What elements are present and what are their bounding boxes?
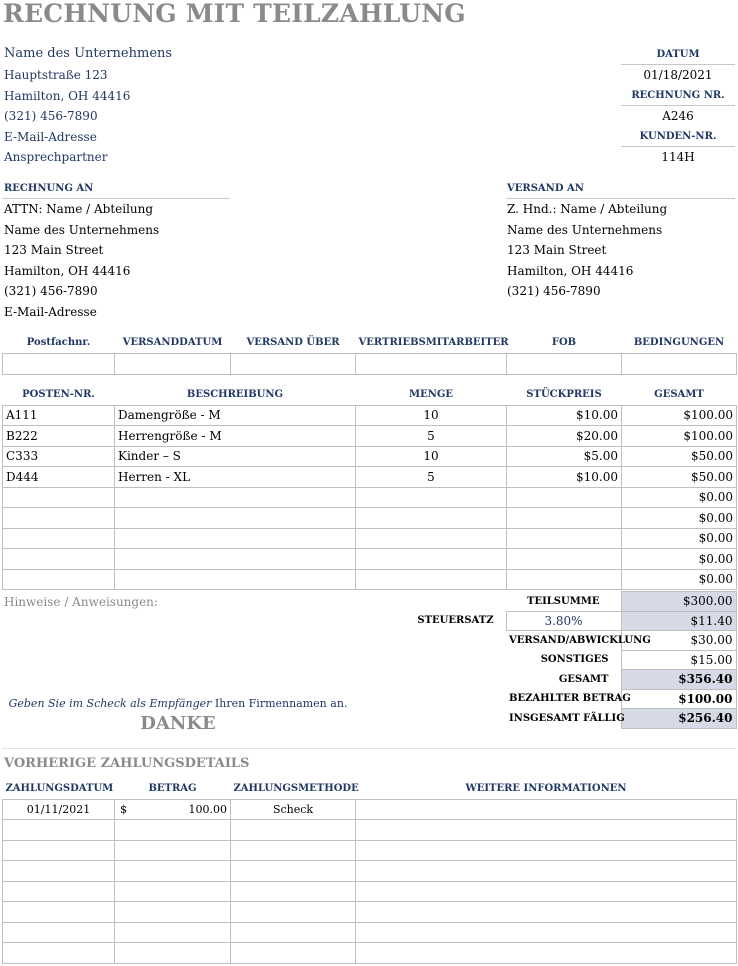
item-id-cell[interactable]: A111: [3, 405, 115, 426]
item-qty-cell[interactable]: [356, 569, 507, 590]
payment-amount-cell[interactable]: [115, 922, 231, 943]
item-desc-cell[interactable]: [115, 487, 356, 508]
table-row: [3, 943, 737, 964]
payment-amount-cell[interactable]: [115, 820, 231, 841]
payment-info-cell[interactable]: [356, 840, 737, 861]
ship-to-attn: Z. Hnd.: Name / Abteilung: [507, 202, 668, 216]
shipping-cell-via[interactable]: [231, 353, 356, 374]
bill-to-email: E-Mail-Adresse: [4, 305, 97, 319]
payment-date-cell[interactable]: [3, 881, 115, 902]
item-price-cell[interactable]: [507, 528, 622, 549]
payment-info-cell[interactable]: [356, 861, 737, 882]
shipping-header-terms: BEDINGUNGEN: [633, 337, 725, 349]
item-total-cell: $0.00: [622, 508, 737, 529]
payment-method-cell[interactable]: [231, 943, 356, 964]
payment-info-cell[interactable]: [356, 820, 737, 841]
total-label: GESAMT: [558, 673, 609, 685]
items-header-id: POSTEN-NR.: [22, 389, 95, 401]
payment-amount-cell[interactable]: [115, 799, 231, 820]
payment-method-cell[interactable]: [231, 922, 356, 943]
items-header-desc: BESCHREIBUNG: [186, 389, 284, 401]
item-qty-cell[interactable]: 10: [356, 446, 507, 467]
previous-payments-table: [2, 779, 737, 964]
payment-method-cell[interactable]: Scheck: [231, 799, 356, 820]
item-desc-cell[interactable]: [115, 549, 356, 570]
table-row: [3, 881, 737, 902]
shipping-value[interactable]: $30.00: [621, 631, 736, 651]
payment-date-cell[interactable]: 01/11/2021: [3, 799, 115, 820]
table-row: [3, 508, 737, 529]
shipping-cell-fob[interactable]: [507, 353, 622, 374]
paid-value[interactable]: $100.00: [621, 689, 736, 709]
table-row: [3, 840, 737, 861]
item-qty-cell[interactable]: [356, 528, 507, 549]
cheque-note-italic: Geben Sie im Scheck als Empfänger: [8, 697, 212, 710]
item-id-cell[interactable]: [3, 508, 115, 529]
table-row: [3, 467, 737, 488]
customer-number-label: KUNDEN-NR.: [639, 131, 717, 142]
item-qty-cell[interactable]: 5: [356, 426, 507, 447]
item-price-cell[interactable]: [507, 549, 622, 570]
payment-amount-cell[interactable]: [115, 861, 231, 882]
payment-method-cell[interactable]: [231, 902, 356, 923]
table-row: [3, 446, 737, 467]
invoice-number-label: RECHNUNG NR.: [631, 90, 725, 101]
invoice-number-value: A246: [662, 109, 694, 123]
shipping-cell-po[interactable]: [3, 353, 115, 374]
tax-rate-label: STEUERSATZ: [417, 615, 494, 627]
payment-info-cell[interactable]: [356, 799, 737, 820]
cheque-note-normal: Ihren Firmennamen an.: [211, 697, 348, 710]
total-value: $356.40: [621, 670, 736, 690]
other-value[interactable]: $15.00: [621, 650, 736, 670]
shipping-cell-terms[interactable]: [622, 353, 737, 374]
subtotal-label: TEILSUMME: [527, 595, 600, 607]
table-row: [3, 487, 737, 508]
payment-amount-cell[interactable]: [115, 840, 231, 861]
items-header-total: GESAMT: [654, 389, 704, 401]
item-desc-cell[interactable]: Damengröße - M: [115, 405, 356, 426]
shipping-header-po: Postfachnr.: [26, 337, 91, 349]
items-header-price: STÜCKPREIS: [526, 389, 602, 401]
payment-date-cell[interactable]: [3, 820, 115, 841]
ship-to-label: VERSAND AN: [507, 183, 584, 194]
payment-date-cell[interactable]: [3, 922, 115, 943]
table-row: [3, 549, 737, 570]
company-phone: (321) 456-7890: [4, 109, 98, 123]
table-row: [3, 861, 737, 882]
table-row: [3, 405, 737, 426]
other-label: SONSTIGES: [540, 654, 609, 666]
payment-info-cell[interactable]: [356, 922, 737, 943]
tax-rate-value[interactable]: 3.80%: [506, 611, 621, 631]
item-qty-cell[interactable]: 10: [356, 405, 507, 426]
date-value: 01/18/2021: [643, 68, 713, 82]
item-qty-cell[interactable]: [356, 487, 507, 508]
item-desc-cell[interactable]: [115, 569, 356, 590]
item-price-cell[interactable]: $10.00: [507, 405, 622, 426]
previous-payments-title: VORHERIGE ZAHLUNGSDETAILS: [4, 756, 250, 771]
payment-date-cell[interactable]: [3, 840, 115, 861]
bill-to-attn: ATTN: Name / Abteilung: [4, 202, 154, 216]
shipping-header-date: VERSANDDATUM: [122, 337, 223, 349]
payment-info-cell[interactable]: [356, 902, 737, 923]
company-city: Hamilton, OH 44416: [4, 89, 131, 103]
payment-method-cell[interactable]: [231, 840, 356, 861]
payment-date-cell[interactable]: [3, 861, 115, 882]
item-total-cell: $0.00: [622, 569, 737, 590]
shipping-info-table: [2, 333, 737, 375]
payment-method-cell[interactable]: [231, 881, 356, 902]
item-qty-cell[interactable]: [356, 508, 507, 529]
payment-currency: $: [120, 802, 127, 816]
item-total-cell: $0.00: [622, 549, 737, 570]
payment-date-cell[interactable]: [3, 943, 115, 964]
item-price-cell[interactable]: [507, 569, 622, 590]
payment-info-cell[interactable]: [356, 881, 737, 902]
shipping-label: VERSAND/ABWICKLUNG: [509, 635, 651, 646]
payment-amount-cell[interactable]: [115, 943, 231, 964]
cheque-note: [2, 697, 354, 710]
item-id-cell[interactable]: [3, 569, 115, 590]
items-table: [2, 385, 737, 590]
summary-table: [356, 591, 737, 729]
table-row: [3, 799, 737, 820]
item-price-cell[interactable]: $10.00: [507, 467, 622, 488]
company-contact: Ansprechpartner: [4, 150, 108, 164]
payment-date-cell[interactable]: [3, 902, 115, 923]
item-id-cell[interactable]: B222: [3, 426, 115, 447]
payments-header-amount: BETRAG: [148, 783, 197, 795]
table-row: [3, 922, 737, 943]
item-qty-cell[interactable]: 5: [356, 467, 507, 488]
payment-method-cell[interactable]: [231, 820, 356, 841]
bill-to-phone: (321) 456-7890: [4, 284, 98, 298]
date-label: DATUM: [656, 49, 700, 60]
shipping-header-fob: FOB: [551, 337, 577, 349]
ship-to-phone: (321) 456-7890: [507, 284, 601, 298]
item-total-cell: $0.00: [622, 528, 737, 549]
customer-number-value: 114H: [661, 150, 695, 164]
due-label: INSGESAMT FÄLLIG: [509, 712, 625, 724]
ship-to-city: Hamilton, OH 44416: [507, 264, 634, 278]
items-header-qty: MENGE: [409, 389, 453, 401]
item-total-cell: $100.00: [622, 405, 737, 426]
payments-header-method: ZAHLUNGSMETHODE: [233, 783, 359, 795]
item-qty-cell[interactable]: [356, 549, 507, 570]
payment-amount-cell[interactable]: [115, 902, 231, 923]
company-name: Name des Unternehmens: [4, 46, 173, 61]
ship-to-street: 123 Main Street: [507, 243, 607, 257]
item-desc-cell[interactable]: [115, 528, 356, 549]
tax-value: $11.40: [621, 611, 736, 631]
ship-to-company: Name des Unternehmens: [507, 223, 663, 237]
table-row: [3, 426, 737, 447]
item-desc-cell[interactable]: Herren - XL: [115, 467, 356, 488]
item-price-cell[interactable]: $20.00: [507, 426, 622, 447]
bill-to-street: 123 Main Street: [4, 243, 104, 257]
item-id-cell[interactable]: [3, 549, 115, 570]
table-row: [3, 528, 737, 549]
table-row: [3, 902, 737, 923]
shipping-header-sales: VERTRIEBSMITARBEITER: [358, 337, 509, 349]
company-email: E-Mail-Adresse: [4, 130, 97, 144]
payment-method-cell[interactable]: [231, 861, 356, 882]
shipping-cell-date[interactable]: [115, 353, 231, 374]
paid-label: BEZAHLTER BETRAG: [509, 693, 631, 705]
thanks-text: DANKE: [140, 713, 216, 734]
bill-to-company: Name des Unternehmens: [4, 223, 160, 237]
payments-header-info: WEITERE INFORMATIONEN: [465, 783, 627, 795]
item-price-cell[interactable]: [507, 508, 622, 529]
item-price-cell[interactable]: $5.00: [507, 446, 622, 467]
item-price-cell[interactable]: [507, 487, 622, 508]
item-id-cell[interactable]: [3, 528, 115, 549]
item-total-cell: $50.00: [622, 446, 737, 467]
item-desc-cell[interactable]: Kinder – S: [115, 446, 356, 467]
item-total-cell: $50.00: [622, 467, 737, 488]
item-desc-cell[interactable]: Herrengröße - M: [115, 426, 356, 447]
item-id-cell[interactable]: D444: [3, 467, 115, 488]
item-total-cell: $0.00: [622, 487, 737, 508]
page-title: RECHNUNG MIT TEILZAHLUNG: [3, 0, 466, 28]
shipping-cell-sales[interactable]: [356, 353, 507, 374]
payment-info-cell[interactable]: [356, 943, 737, 964]
bill-to-city: Hamilton, OH 44416: [4, 264, 131, 278]
item-id-cell[interactable]: [3, 487, 115, 508]
payments-header-date: ZAHLUNGSDATUM: [5, 783, 114, 795]
bill-to-label: RECHNUNG AN: [4, 183, 94, 194]
company-street: Hauptstraße 123: [4, 68, 108, 82]
item-total-cell: $100.00: [622, 426, 737, 447]
due-value: $256.40: [621, 709, 736, 729]
notes-label: Hinweise / Anweisungen:: [4, 595, 158, 609]
table-row: [3, 569, 737, 590]
table-row: [3, 820, 737, 841]
item-desc-cell[interactable]: [115, 508, 356, 529]
item-id-cell[interactable]: C333: [3, 446, 115, 467]
shipping-header-via: VERSAND ÜBER: [246, 337, 340, 349]
payment-amount-cell[interactable]: [115, 881, 231, 902]
payment-amount: 100.00: [188, 802, 227, 816]
subtotal-value: $300.00: [621, 592, 736, 612]
